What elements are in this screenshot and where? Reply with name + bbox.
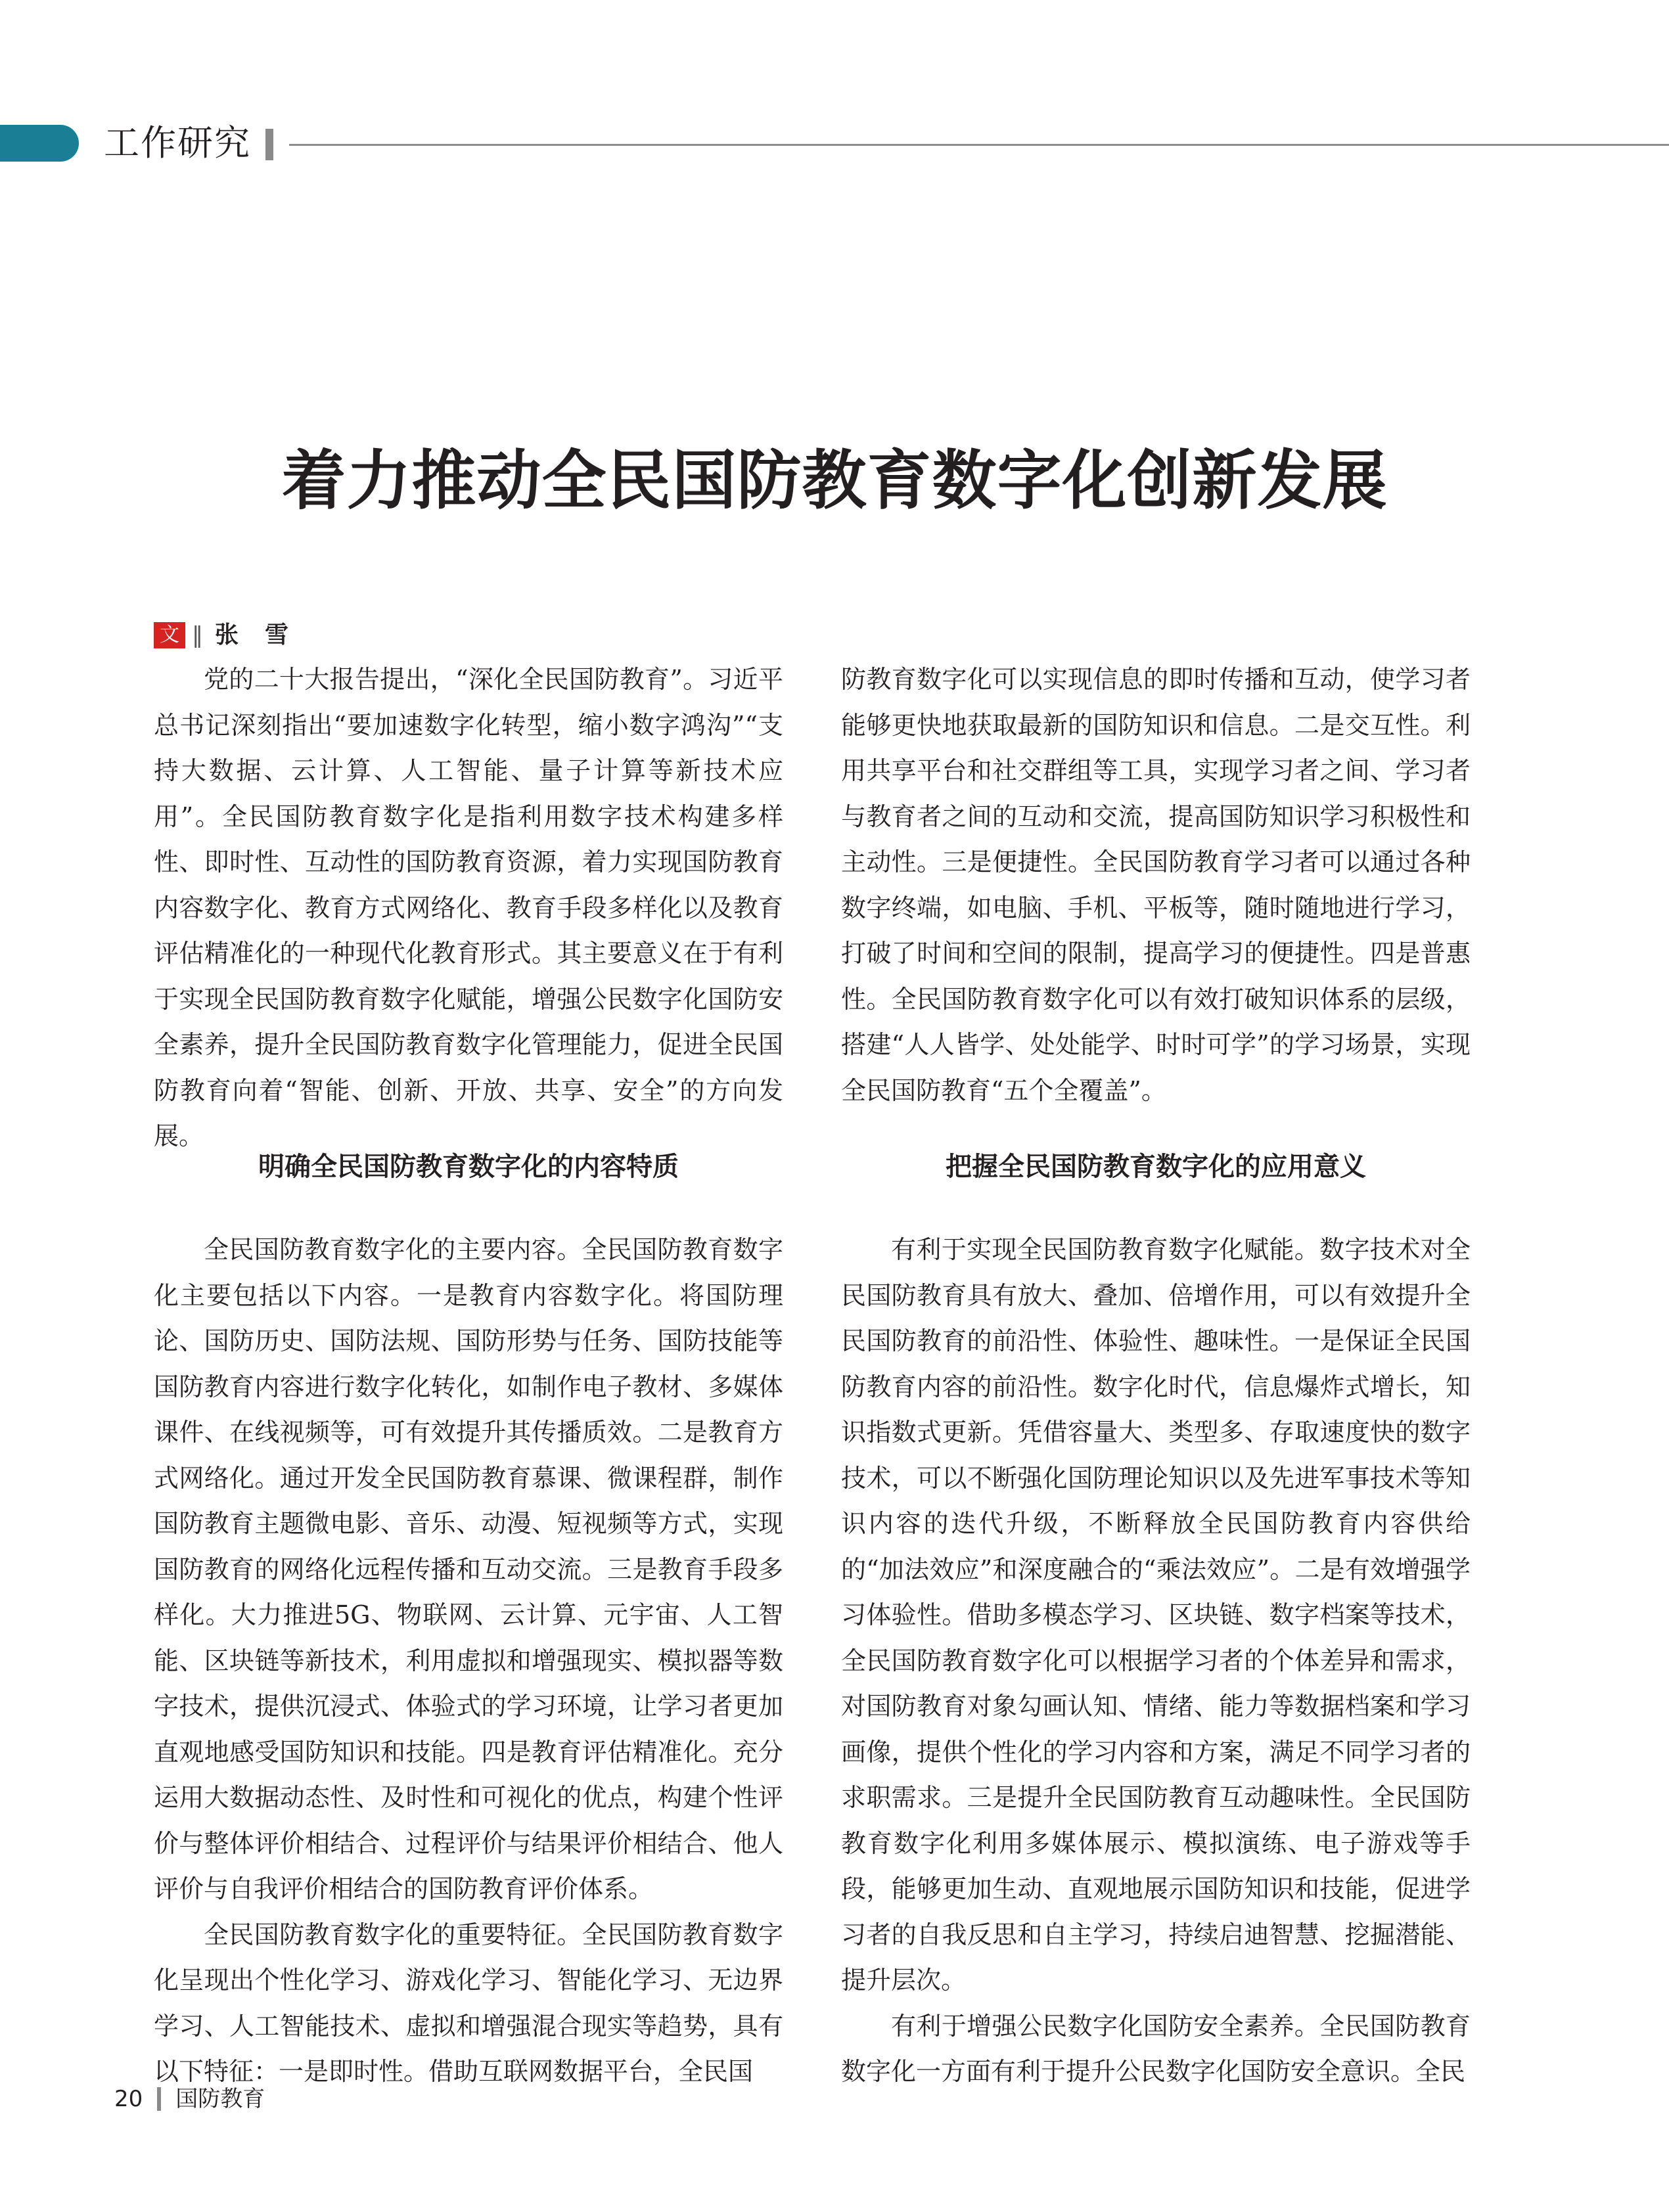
magazine-name: 国防教育 — [175, 2086, 265, 2112]
byline-wen-badge: 文 — [154, 622, 185, 648]
paragraph: 全民国防教育数字化的重要特征。全民国防教育数字化呈现出个性化学习、游戏化学习、智能化学习、无边界学习、人工智能技术、虚拟和增强混合现实等趋势，具有以下特征：一是即时性。借助互联网数据平台，全民国 — [154, 1920, 783, 2086]
paragraph: 全民国防教育数字化的主要内容。全民国防教育数字化主要包括以下内容。一是教育内容数字化。将国防理论、国防历史、国防法规、国防形势与任务、国防技能等国防教育内容进行数字化转化，如制作电子教材、多媒体课件、在线视频等，可有效提升其传播质效。二是教育方式网络化。通过开发全民国防教育慕课、微课程群，制作国防教育主题微电影、音乐、动漫、短视频等方式，实现国防教育的网络化远程传播和互动交流。三是教育手段多样化。大力推进5G、物联网、云计算、元宇宙、人工智能、区块链等新技术，利用虚拟和增强现实、模拟器等数字技术，提供沉浸式、体验式的学习环境，让学习者更加直观地感受国防知识和技能。四是教育评估精准化。充分运用大数据动态性、及时性和可视化的优点，构建个性评价与整体评价相结合、过程评价与结果评价相结合、他人评价与自我评价相结合的国防教育评价体系。 — [154, 1235, 783, 1903]
page-footer — [114, 2079, 265, 2119]
paragraph: 有利于增强公民数字化国防安全素养。全民国防教育数字化一方面有利于提升公民数字化国防安全意识。全民 — [841, 2011, 1471, 2086]
section-color-tab — [0, 125, 79, 162]
section-separator-bar — [265, 129, 273, 160]
byline — [154, 618, 315, 652]
right-column-body — [841, 1227, 1471, 2086]
header-rule — [289, 144, 1669, 146]
section-label: 工作研究 — [104, 122, 251, 164]
byline-separator: ‖ — [192, 622, 203, 648]
author-name: 张雪 — [215, 621, 315, 648]
paragraph: 党的二十大报告提出，“深化全民国防教育”。习近平总书记深刻指出“要加速数字化转型，缩小数字鸿沟”“支持大数据、云计算、人工智能、量子计算等新技术应用”。全民国防教育数字化是指利用数字技术构建多样性、即时性、互动性的国防教育资源，着力实现国防教育内容数字化、教育方式网络化、教育手段多样化以及教育评估精准化的一种现代化教育形式。其主要意义在于有利于实现全民国防教育数字化赋能，增强公民数字化国防安全素养，提升全民国防教育数字化管理能力，促进全民国防教育向着“智能、创新、开放、共享、安全”的方向发展。 — [154, 665, 783, 1150]
right-column-intro — [841, 657, 1471, 1110]
paragraph: 有利于实现全民国防教育数字化赋能。数字技术对全民国防教育具有放大、叠加、倍增作用，可以有效提升全民国防教育的前沿性、体验性、趣味性。一是保证全民国防教育内容的前沿性。数字化时代，信息爆炸式增长，知识指数式更新。凭借容量大、类型多、存取速度快的数字技术，可以不断强化国防理论知识以及先进军事技术等知识内容的迭代升级，不断释放全民国防教育内容供给的“加法效应”和深度融合的“乘法效应”。二是有效增强学习体验性。借助多模态学习、区块链、数字档案等技术，全民国防教育数字化可以根据学习者的个体差异和需求，对国防教育对象勾画认知、情绪、能力等数据档案和学习画像，提供个性化的学习内容和方案，满足不同学习者的求职需求。三是提升全民国防教育互动趣味性。全民国防教育数字化利用多媒体展示、模拟演练、电子游戏等手段，能够更加生动、直观地展示国防知识和技能，促进学习者的自我反思和自主学习，持续启迪智慧、挖掘潜能、提升层次。 — [841, 1235, 1471, 1995]
footer-separator-bar — [157, 2087, 161, 2111]
right-subheading: 把握全民国防教育数字化的应用意义 — [946, 1152, 1366, 1182]
article-title: 着力推动全民国防教育数字化创新发展 — [281, 443, 1388, 518]
left-column-body — [154, 1227, 783, 2086]
page-number: 20 — [114, 2086, 143, 2112]
left-column-intro — [154, 657, 783, 1150]
paragraph: 防教育数字化可以实现信息的即时传播和互动，使学习者能够更快地获取最新的国防知识和信息。二是交互性。利用共享平台和社交群组等工具，实现学习者之间、学习者与教育者之间的互动和交流，提高国防知识学习积极性和主动性。三是便捷性。全民国防教育学习者可以通过各种数字终端，如电脑、手机、平板等，随时随地进行学习，打破了时间和空间的限制，提高学习的便捷性。四是普惠性。全民国防教育数字化可以有效打破知识体系的层级，搭建“人人皆学、处处能学、时时可学”的学习场景，实现全民国防教育“五个全覆盖”。 — [841, 665, 1471, 1105]
left-subheading: 明确全民国防教育数字化的内容特质 — [258, 1152, 679, 1182]
